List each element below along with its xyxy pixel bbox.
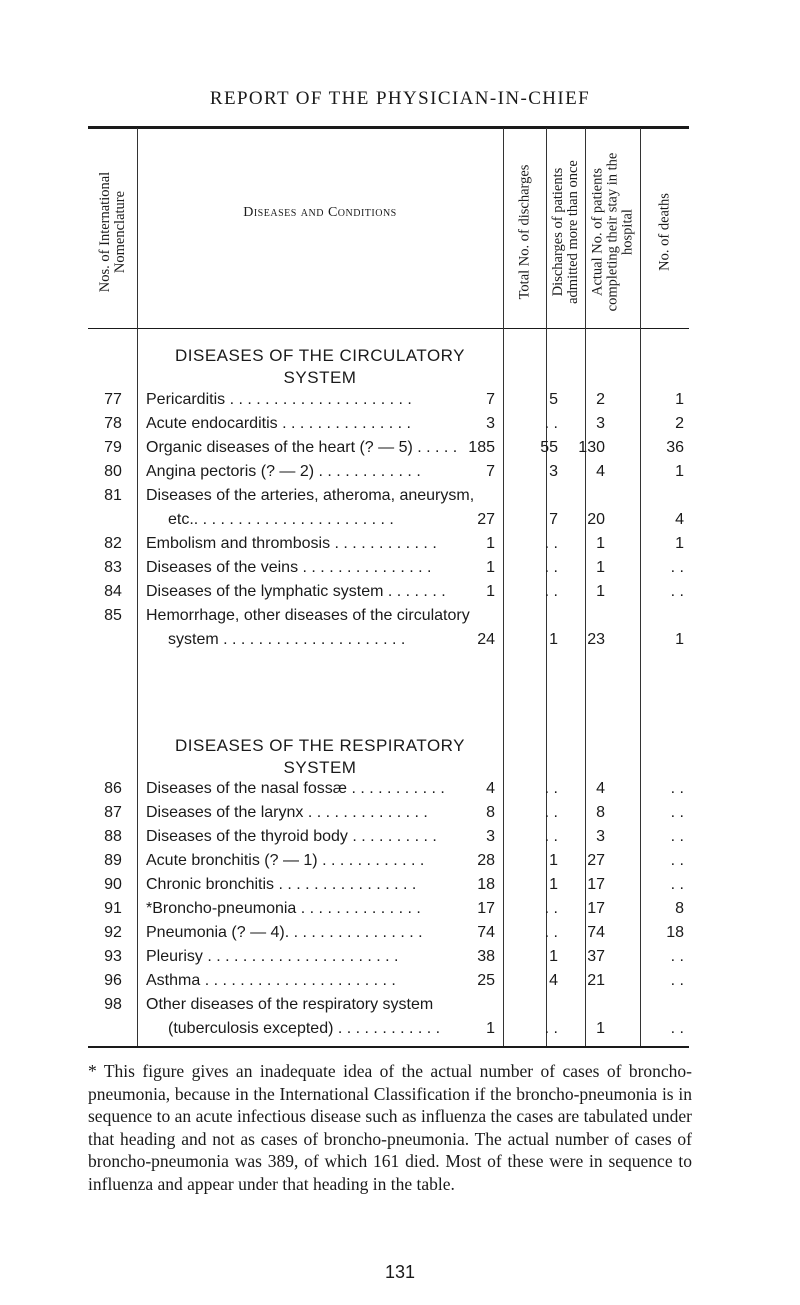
page-number: 131 [384, 1262, 416, 1282]
row-description: Diseases of the arteries, atheroma, aneurysm, [146, 487, 475, 504]
row-total: 25 [477, 972, 495, 989]
row-description: Embolism and thrombosis . . . . . . . . . . . . [146, 535, 437, 552]
row-description: Pleurisy . . . . . . . . . . . . . . . . . . . . . . [146, 948, 399, 965]
row-number: 81 [104, 487, 122, 504]
row-number: 89 [104, 852, 122, 869]
row-description: Hemorrhage, other diseases of the circulatory [146, 607, 470, 624]
row-more-than-once: . . [544, 535, 558, 552]
row-deaths: . . [670, 1020, 684, 1037]
row-description: Pneumonia (? — 4). . . . . . . . . . . . . . . . [146, 924, 423, 941]
row-actual: 1 [596, 535, 605, 552]
row-actual: 2 [596, 391, 605, 408]
row-number: 80 [104, 463, 122, 480]
header-total: Total No. of discharges [516, 164, 532, 300]
row-actual: 17 [587, 900, 605, 917]
row-more-than-once: 5 [549, 391, 558, 408]
row-deaths: . . [670, 780, 684, 797]
row-actual: 20 [587, 511, 605, 528]
row-deaths: . . [670, 583, 684, 600]
row-deaths: 4 [675, 511, 684, 528]
row-description: Chronic bronchitis . . . . . . . . . . . . . . . . [146, 876, 417, 893]
row-description: Diseases of the nasal fossæ . . . . . . . . . . . [146, 780, 445, 797]
row-description: Acute bronchitis (? — 1) . . . . . . . . . . . . [146, 852, 425, 869]
row-total: 1 [486, 559, 495, 576]
row-more-than-once: . . [544, 924, 558, 941]
table-row [0, 993, 800, 1043]
row-actual: 17 [587, 876, 605, 893]
row-actual: 3 [596, 828, 605, 845]
row-total: 17 [477, 900, 495, 917]
row-number: 84 [104, 583, 122, 600]
row-actual: 8 [596, 804, 605, 821]
row-more-than-once: . . [544, 583, 558, 600]
row-deaths: . . [670, 972, 684, 989]
running-head: REPORT OF THE PHYSICIAN-IN-CHIEF [209, 88, 591, 109]
row-total: 3 [486, 828, 495, 845]
row-total: 1 [486, 535, 495, 552]
row-actual: 37 [587, 948, 605, 965]
row-more-than-once: . . [544, 804, 558, 821]
row-actual: 4 [596, 780, 605, 797]
row-total: 7 [486, 391, 495, 408]
row-more-than-once: . . [544, 780, 558, 797]
row-more-than-once: 1 [549, 948, 558, 965]
row-number: 87 [104, 804, 122, 821]
header-diseases: Diseases and Conditions [243, 205, 397, 220]
row-description: Angina pectoris (? — 2) . . . . . . . . . . . . [146, 463, 421, 480]
row-description: Acute endocarditis . . . . . . . . . . . . . . . [146, 415, 411, 432]
row-deaths: 1 [675, 535, 684, 552]
row-number: 92 [104, 924, 122, 941]
section-heading-circulatory: DISEASES OF THE CIRCULATORY SYSTEM [175, 346, 465, 387]
row-actual: 130 [578, 439, 605, 456]
header-deaths: No. of deaths [656, 193, 673, 271]
row-total: 74 [477, 924, 495, 941]
row-actual: 23 [587, 631, 605, 648]
row-number: 82 [104, 535, 122, 552]
row-deaths: 36 [666, 439, 684, 456]
row-total: 4 [486, 780, 495, 797]
row-deaths: . . [670, 948, 684, 965]
row-deaths: . . [670, 876, 684, 893]
row-total: 38 [477, 948, 495, 965]
row-description-continued: system . . . . . . . . . . . . . . . . . . . . . [168, 631, 406, 648]
header-actual: Actual No. of patients completing their stay in the hospital [589, 152, 635, 312]
table-row [0, 604, 800, 654]
row-deaths: 1 [675, 463, 684, 480]
footnote: * This figure gives an inadequate idea of the actual number of cases of broncho-pneumonia, because in the International Classification if the broncho-pneumonia is in sequence to an acute infectious disease such as influenza the cases are tabulated under that heading and not as cases of broncho-pneumonia. The actual number of cases of broncho-pneumonia was 389, of which 161 died. Most of these were in sequence to influenza and appear under that heading in the table. [88, 1061, 692, 1194]
row-number: 98 [104, 996, 122, 1013]
row-number: 77 [104, 391, 122, 408]
row-deaths: 8 [675, 900, 684, 917]
header-bottom-rule [88, 328, 689, 329]
row-description-continued: (tuberculosis excepted) . . . . . . . . . . . . [168, 1020, 441, 1037]
row-description: Other diseases of the respiratory system [146, 996, 434, 1013]
row-deaths: 2 [675, 415, 684, 432]
row-number: 93 [104, 948, 122, 965]
row-more-than-once: 4 [549, 972, 558, 989]
row-number: 91 [104, 900, 122, 917]
row-more-than-once: 3 [549, 463, 558, 480]
row-more-than-once: 55 [540, 439, 558, 456]
row-number: 79 [104, 439, 122, 456]
header-nos: Nos. of International Nomenclature [96, 171, 128, 293]
row-description: Diseases of the lymphatic system . . . . . . . [146, 583, 446, 600]
row-more-than-once: 1 [549, 852, 558, 869]
row-more-than-once: . . [544, 828, 558, 845]
row-number: 88 [104, 828, 122, 845]
row-description: Diseases of the veins . . . . . . . . . . . . . . . [146, 559, 432, 576]
row-actual: 1 [596, 559, 605, 576]
row-description-continued: etc.. . . . . . . . . . . . . . . . . . . . . . . [168, 511, 394, 528]
row-total: 7 [486, 463, 495, 480]
table-top-rule [88, 126, 689, 129]
row-total: 1 [486, 583, 495, 600]
row-actual: 3 [596, 415, 605, 432]
row-actual: 4 [596, 463, 605, 480]
row-more-than-once: . . [544, 1020, 558, 1037]
row-number: 83 [104, 559, 122, 576]
row-number: 78 [104, 415, 122, 432]
row-more-than-once: 7 [549, 511, 558, 528]
row-total: 27 [477, 511, 495, 528]
row-more-than-once: . . [544, 415, 558, 432]
row-actual: 21 [587, 972, 605, 989]
row-actual: 74 [587, 924, 605, 941]
row-number: 85 [104, 607, 122, 624]
row-deaths: . . [670, 828, 684, 845]
row-more-than-once: . . [544, 559, 558, 576]
row-description: Diseases of the thyroid body . . . . . . . . . . [146, 828, 437, 845]
row-number: 90 [104, 876, 122, 893]
row-total: 24 [477, 631, 495, 648]
row-total: 28 [477, 852, 495, 869]
header-more-than-once: Discharges of patients admitted more than once [549, 160, 581, 304]
row-description: Organic diseases of the heart (? — 5) . . . . . [146, 439, 458, 456]
row-more-than-once: 1 [549, 631, 558, 648]
row-total: 8 [486, 804, 495, 821]
row-description: Diseases of the larynx . . . . . . . . . . . . . . [146, 804, 428, 821]
table-row [0, 484, 800, 534]
row-deaths: . . [670, 804, 684, 821]
row-actual: 27 [587, 852, 605, 869]
section-heading-respiratory: DISEASES OF THE RESPIRATORY SYSTEM [175, 736, 465, 777]
row-deaths: 18 [666, 924, 684, 941]
row-deaths: . . [670, 852, 684, 869]
row-total: 1 [486, 1020, 495, 1037]
row-total: 3 [486, 415, 495, 432]
row-total: 185 [468, 439, 495, 456]
row-description: *Broncho-pneumonia . . . . . . . . . . . . . . [146, 900, 421, 917]
row-more-than-once: . . [544, 900, 558, 917]
row-number: 96 [104, 972, 122, 989]
row-description: Asthma . . . . . . . . . . . . . . . . . . . . . . [146, 972, 396, 989]
row-more-than-once: 1 [549, 876, 558, 893]
table-bottom-rule [88, 1046, 689, 1048]
row-total: 18 [477, 876, 495, 893]
row-number: 86 [104, 780, 122, 797]
row-deaths: 1 [675, 631, 684, 648]
row-description: Pericarditis . . . . . . . . . . . . . . . . . . . . . [146, 391, 412, 408]
row-deaths: . . [670, 559, 684, 576]
row-actual: 1 [596, 583, 605, 600]
row-actual: 1 [596, 1020, 605, 1037]
row-deaths: 1 [675, 391, 684, 408]
